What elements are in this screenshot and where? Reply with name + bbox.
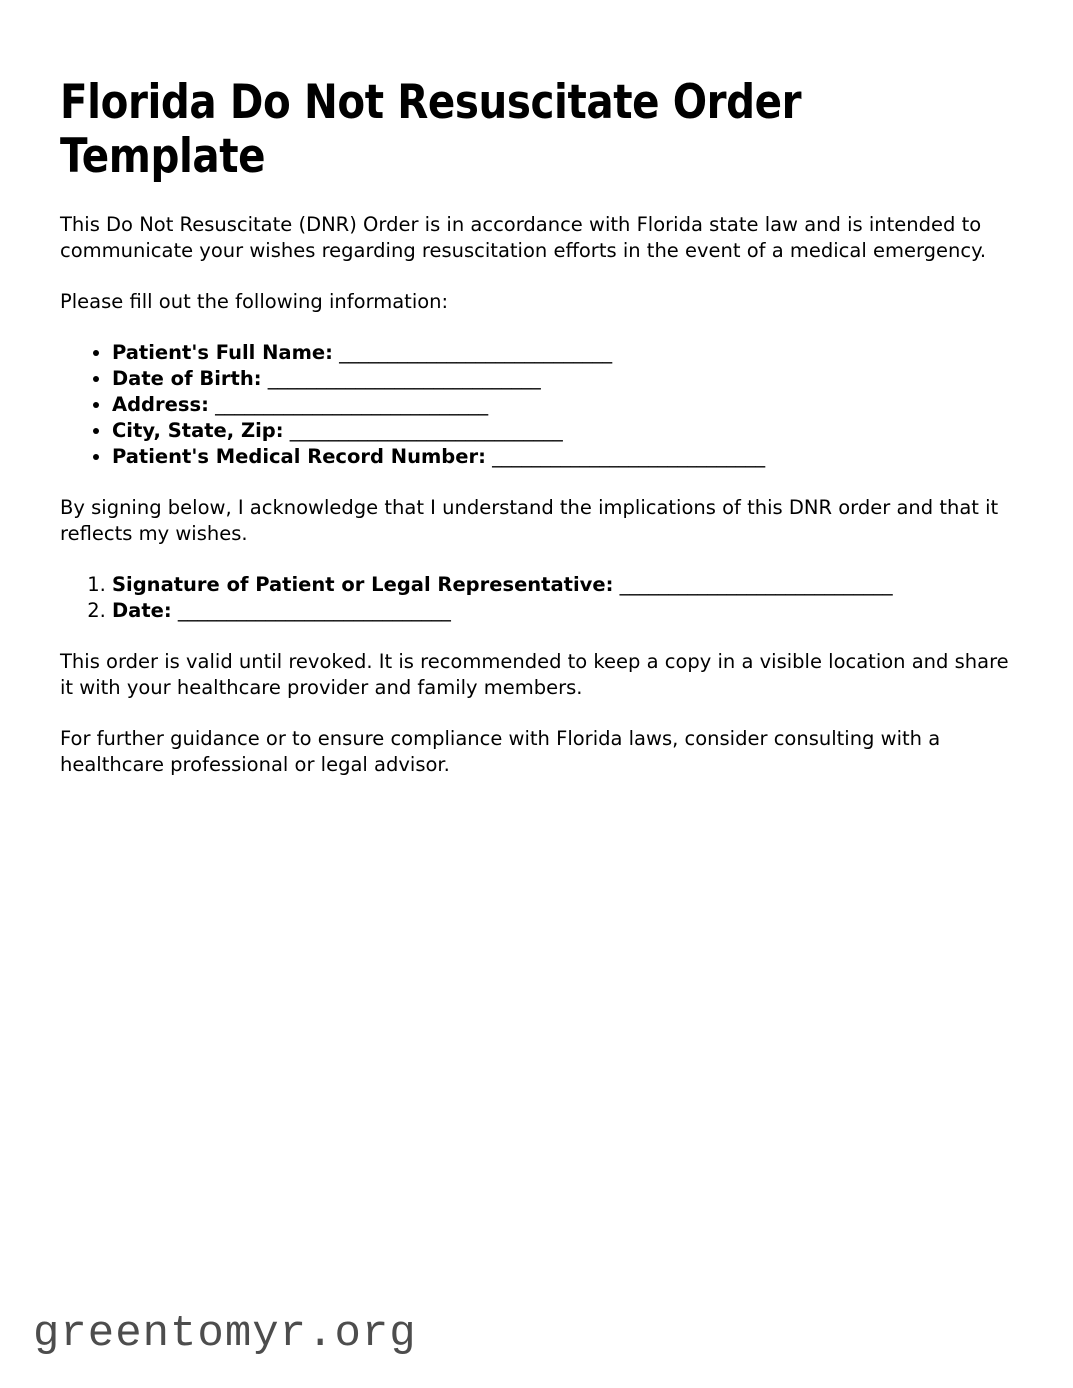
- field-item-date-of-birth: [112, 366, 1013, 392]
- field-label: Patient's Medical Record Number:: [112, 445, 486, 468]
- signature-item-date: [112, 598, 1013, 624]
- validity-paragraph: This order is valid until revoked. It is recommended to keep a copy in a visible location and share it with your healthcare provider and family members.: [60, 650, 1009, 699]
- field-label: City, State, Zip:: [112, 419, 284, 442]
- field-label: Address:: [112, 393, 209, 416]
- signature-label: Date:: [112, 599, 172, 622]
- signature-blank-line: ____________________________: [619, 573, 893, 596]
- patient-fields-list: [60, 340, 1013, 470]
- signature-list: [60, 572, 1013, 624]
- signature-blank-line: ____________________________: [177, 599, 451, 622]
- signature-label: Signature of Patient or Legal Representative:: [112, 573, 614, 596]
- field-label: Patient's Full Name:: [112, 341, 333, 364]
- field-item-address: [112, 392, 1013, 418]
- field-label: Date of Birth:: [112, 367, 262, 390]
- field-item-full-name: [112, 340, 1013, 366]
- page-title-line-2: Template: [60, 129, 266, 184]
- field-item-medical-record-number: [112, 444, 1013, 470]
- field-item-city-state-zip: [112, 418, 1013, 444]
- field-blank-line: ____________________________: [339, 341, 613, 364]
- field-blank-line: ____________________________: [215, 393, 489, 416]
- acknowledgement-paragraph: By signing below, I acknowledge that I understand the implications of this DNR order and that it reflects my wishes.: [60, 496, 999, 545]
- fill-prompt: Please fill out the following information:: [60, 290, 449, 313]
- field-blank-line: ____________________________: [267, 367, 541, 390]
- page-title-line-1: Florida Do Not Resuscitate Order: [60, 75, 802, 130]
- guidance-paragraph: For further guidance or to ensure compliance with Florida laws, consider consulting with a healthcare professional or legal advisor.: [60, 727, 941, 776]
- page-title: [60, 76, 880, 184]
- field-blank-line: ____________________________: [492, 445, 766, 468]
- watermark-logo: greentomyr.org: [33, 1309, 417, 1359]
- intro-paragraph: This Do Not Resuscitate (DNR) Order is in accordance with Florida state law and is intended to communicate your wishes regarding resuscitation efforts in the event of a medical emergency.: [60, 213, 987, 262]
- signature-item-signature: [112, 572, 1013, 598]
- field-blank-line: ____________________________: [289, 419, 563, 442]
